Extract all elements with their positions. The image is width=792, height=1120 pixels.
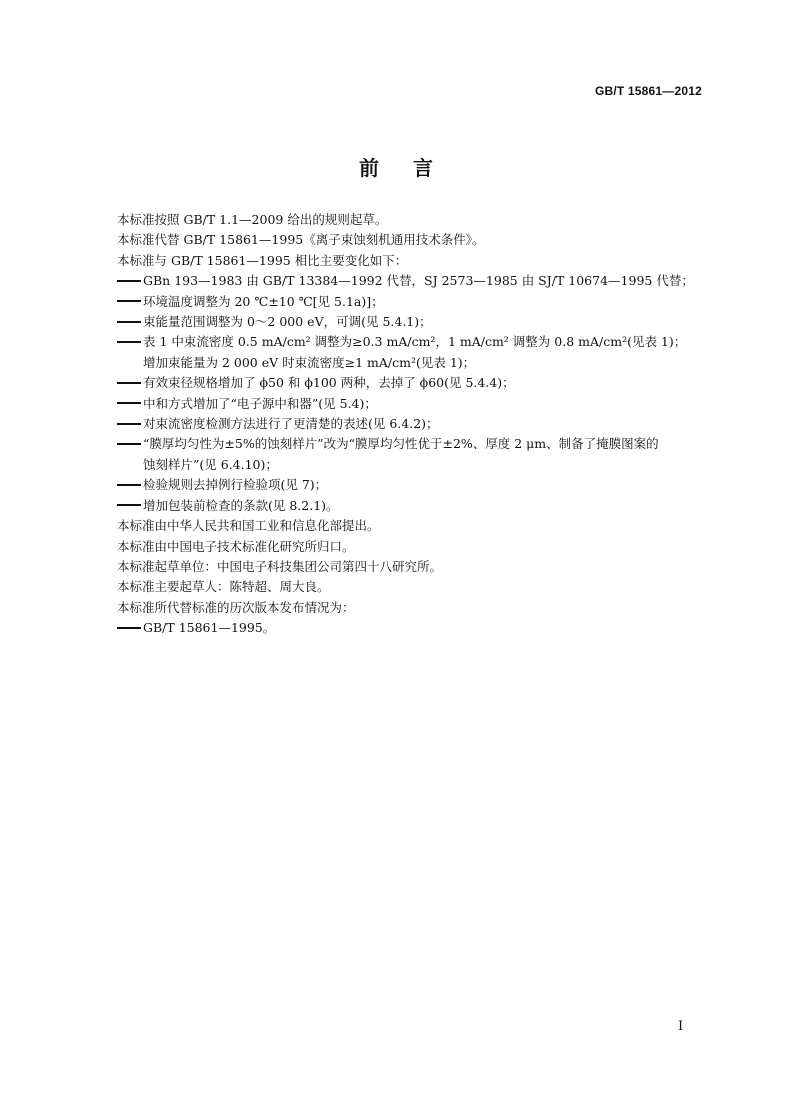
change-item: GB/T 15861—1995。 [117, 618, 717, 638]
foreword-paragraph: 本标准所代替标准的历次版本发布情况为： [117, 599, 355, 615]
dash-mark [117, 627, 141, 629]
change-item: “膜厚均匀性为±5%的蚀刻样片”改为“膜厚均匀性优于±2%、厚度 2 μm、制备了掩膜图案的 [117, 434, 717, 454]
dash-mark [117, 341, 141, 343]
change-item: 有效束径规格增加了 ϕ50 和 ϕ100 两种，去掉了 ϕ60(见 5.4.4)； [117, 373, 717, 393]
change-item: 表 1 中束流密度 0.5 mA/cm² 调整为≥0.3 mA/cm²，1 mA/cm² 调整为 0.8 mA/cm²(见表 1)； [117, 332, 717, 352]
foreword-paragraph: 本标准按照 GB/T 1.1—2009 给出的规则起草。 [117, 212, 388, 227]
change-item: 检验规则去掉例行检验项(见 7)； [117, 475, 717, 495]
change-item-continuation: 增加束能量为 2 000 eV 时束流密度≥1 mA/cm²(见表 1)； [143, 354, 476, 370]
dash-mark [117, 504, 141, 506]
dash-mark [117, 484, 141, 486]
dash-mark [117, 382, 141, 384]
foreword-paragraph: 本标准由中华人民共和国工业和信息化部提出。 [117, 518, 380, 534]
foreword-paragraph: 本标准主要起草人：陈特超、周大良。 [117, 579, 330, 595]
change-item: 环境温度调整为 20 ℃±10 ℃[见 5.1a)]； [117, 292, 717, 312]
dash-mark [117, 321, 141, 323]
dash-mark [117, 443, 141, 445]
dash-mark [117, 300, 141, 302]
dash-mark [117, 280, 141, 282]
standard-number-header: GB/T 15861—2012 [594, 84, 702, 98]
foreword-paragraph: 本标准与 GB/T 15861—1995 相比主要变化如下： [117, 252, 408, 268]
change-item: GBn 193—1983 由 GB/T 13384—1992 代替，SJ 2573—1985 由 SJ/T 10674—1995 代替； [117, 271, 717, 291]
foreword-paragraph: 本标准起草单位：中国电子科技集团公司第四十八研究所。 [117, 558, 443, 574]
page-title: 前言 [359, 156, 467, 180]
change-item: 束能量范围调整为 0～2 000 eV，可调(见 5.4.1)； [117, 312, 717, 332]
change-item: 中和方式增加了“电子源中和器”(见 5.4)； [117, 394, 717, 414]
change-item: 对束流密度检测方法进行了更清楚的表述(见 6.4.2)； [117, 414, 717, 434]
change-item-continuation: 蚀刻样片”(见 6.4.10)； [143, 456, 278, 472]
foreword-paragraph: 本标准由中国电子技术标准化研究所归口。 [117, 538, 355, 554]
page-number: I [678, 1019, 684, 1034]
dash-mark [117, 402, 141, 404]
change-item: 增加包装前检查的条款(见 8.2.1)。 [117, 496, 717, 516]
foreword-body [117, 210, 717, 639]
foreword-paragraph: 本标准代替 GB/T 15861—1995《离子束蚀刻机通用技术条件》。 [117, 232, 485, 248]
dash-mark [117, 423, 141, 425]
